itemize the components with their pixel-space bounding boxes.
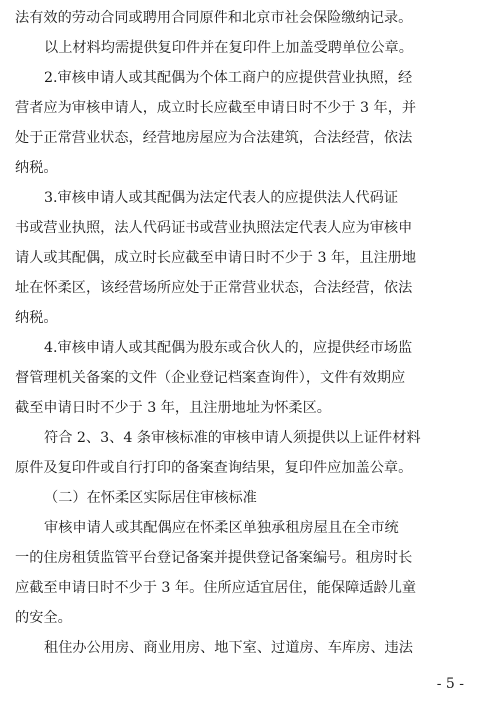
paragraph-line: 法有效的劳动合同或聘用合同原件和北京市社会保险缴纳记录。 (15, 10, 413, 26)
paragraph-line: 符合 2、3、4 条审核标准的审核申请人须提供以上证件材料 (44, 430, 421, 446)
paragraph-line: 应截至申请日时不少于 3 年。住所应适宜居住，能保障适龄儿童 (15, 580, 417, 596)
paragraph-line: 处于正常营业状态，经营地房屋应为合法建筑，合法经营，依法 (15, 130, 413, 146)
paragraph-line: 截至申请日时不少于 3 年，且注册地址为怀柔区。 (15, 400, 331, 416)
paragraph-line: 纳税。 (15, 310, 58, 326)
paragraph-line: 督管理机关备案的文件（企业登记档案查询件），文件有效期应 (15, 370, 406, 386)
section-heading: （二）在怀柔区实际居住审核标准 (44, 490, 257, 506)
paragraph-line: 审核申请人或其配偶应在怀柔区单独承租房屋且在全市统 (44, 520, 399, 536)
paragraph-line: 的安全。 (15, 610, 72, 626)
paragraph-line: 原件及复印件或自行打印的备案查询结果，复印件应加盖公章。 (15, 460, 413, 476)
paragraph-line: 4.审核申请人或其配偶为股东或合伙人的，应提供经市场监 (44, 340, 413, 356)
paragraph-line: 3.审核申请人或其配偶为法定代表人的应提供法人代码证 (44, 190, 399, 206)
paragraph-line: 营者应为审核申请人，成立时长应截至申请日时不少于 3 年，并 (15, 100, 417, 116)
paragraph-line: 一的住房租赁监管平台登记备案并提供登记备案编号。租房时长 (15, 550, 413, 566)
paragraph-line: 租住办公用房、商业用房、地下室、过道房、车库房、违法 (44, 640, 413, 656)
paragraph-line: 请人或其配偶，成立时长应截至申请日时不少于 3 年，且注册地 (15, 250, 417, 266)
paragraph-line: 2.审核申请人或其配偶为个体工商户的应提供营业执照，经 (44, 70, 413, 86)
paragraph-line: 书或营业执照，法人代码证书或营业执照法定代表人应为审核申 (15, 220, 413, 236)
paragraph-line: 址在怀柔区，该经营场所应处于正常营业状态，合法经营，依法 (15, 280, 413, 296)
page-number: - 5 - (436, 676, 464, 692)
paragraph-line: 纳税。 (15, 160, 58, 176)
paragraph-line: 以上材料均需提供复印件并在复印件上加盖受聘单位公章。 (44, 40, 413, 56)
